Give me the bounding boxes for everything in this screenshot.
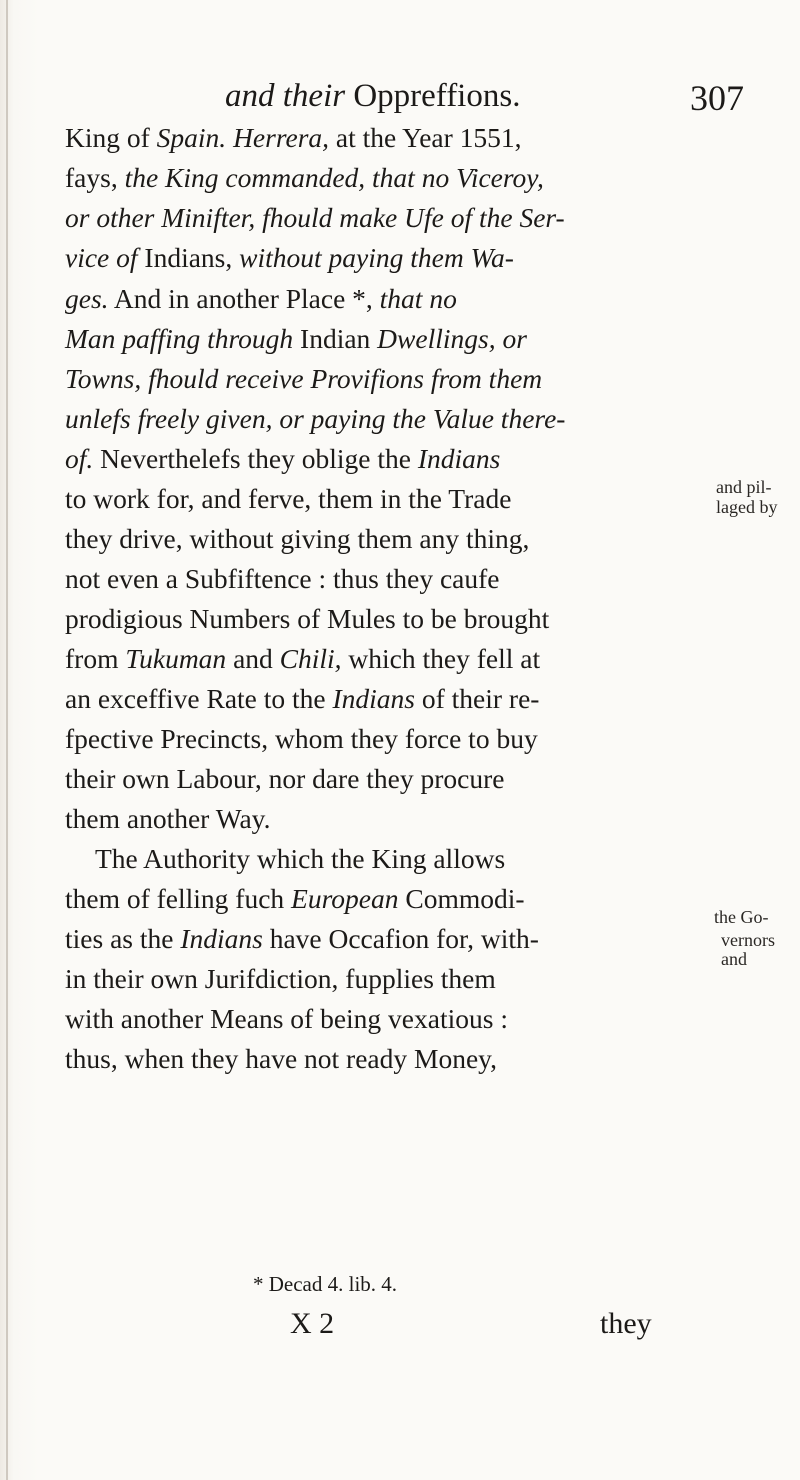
margin-note-2-line-2: vernors	[721, 930, 775, 950]
signature-mark: X 2	[290, 1307, 335, 1340]
roman-span: with another Means of being vexatious :	[65, 1003, 508, 1034]
text-line	[65, 359, 542, 399]
text-line	[65, 559, 500, 599]
roman-span: in their own Jurifdiction, fupplies them	[65, 963, 496, 994]
text-line	[65, 319, 527, 359]
italic-span: of.	[65, 443, 94, 474]
text-line	[65, 599, 549, 639]
roman-span: Indian	[293, 323, 378, 354]
page-number: 307	[690, 78, 744, 118]
roman-span: which they fell at	[341, 643, 541, 674]
italic-span: Man paffing through	[65, 323, 294, 354]
text-line	[65, 439, 500, 479]
margin-note-2-line-3: and	[721, 949, 747, 969]
roman-span: of their re-	[415, 683, 540, 714]
running-head	[225, 76, 520, 116]
margin-note-2-line-1: the Go-	[714, 907, 769, 927]
footnote: * Decad 4. lib. 4.	[253, 1272, 398, 1296]
roman-span: King of	[65, 122, 157, 153]
text-line	[65, 839, 505, 879]
roman-span: them of felling fuch	[65, 883, 292, 914]
roman-span: fpective Precincts, whom they force to buy	[65, 723, 538, 754]
page-header	[0, 58, 800, 118]
roman-span: not even a Subfiftence : thus they caufe	[65, 563, 500, 594]
italic-span: Chili,	[279, 643, 342, 674]
text-line	[65, 479, 511, 519]
italic-span: Indians	[332, 683, 415, 714]
running-head-roman: Oppreffions.	[353, 78, 521, 114]
margin-note-1-line-2: laged by	[716, 497, 778, 517]
text-line	[65, 198, 565, 238]
italic-span: without paying them Wa-	[239, 242, 514, 273]
italic-span: or other Minifter, fhould make Ufe of the Ser-	[65, 202, 565, 233]
roman-span: Commodi-	[398, 883, 525, 914]
roman-span: ties as the	[65, 923, 181, 954]
roman-span: The Authority which the King allows	[95, 843, 506, 874]
text-line	[65, 999, 508, 1039]
text-line	[65, 158, 544, 198]
text-line	[65, 519, 529, 559]
italic-span: the King commanded, that no Viceroy,	[124, 162, 544, 193]
roman-span: from	[65, 643, 126, 674]
text-line	[65, 799, 271, 839]
text-line	[65, 399, 565, 439]
text-line	[65, 959, 496, 999]
italic-span: Dwellings, or	[377, 323, 527, 354]
roman-span: fays,	[65, 162, 125, 193]
roman-span: they drive, without giving them any thing,	[65, 523, 530, 554]
italic-span: Spain.	[156, 122, 227, 153]
roman-span: at the Year 1551,	[329, 122, 522, 153]
text-line	[65, 919, 539, 959]
roman-span: thus, when they have not ready Money,	[65, 1043, 497, 1074]
italic-span: vice of	[65, 242, 138, 273]
text-line	[65, 879, 525, 919]
italic-span: European	[291, 883, 399, 914]
margin-note-1-line-1: and pil-	[716, 477, 772, 497]
italic-span: ges.	[65, 283, 109, 314]
italic-span: Tukuman	[125, 643, 227, 674]
roman-span: Neverthelefs they oblige the	[93, 443, 418, 474]
text-line	[65, 1039, 497, 1079]
roman-span: have Occafion for, with-	[262, 923, 539, 954]
catchword: they	[600, 1307, 652, 1340]
roman-span: And in another Place *,	[108, 283, 380, 314]
roman-span: to work for, and ferve, them in the Trade	[65, 483, 512, 514]
roman-span: them another Way.	[65, 803, 271, 834]
text-line	[65, 759, 505, 799]
italic-span: Indians	[180, 923, 263, 954]
text-line	[65, 238, 514, 278]
roman-span: an exceffive Rate to the	[65, 683, 333, 714]
roman-span: their own Labour, nor dare they procure	[65, 763, 505, 794]
italic-span: unlefs freely given, or paying the Value there-	[65, 403, 566, 434]
page-edge	[6, 0, 8, 1480]
text-line	[65, 679, 539, 719]
text-line	[65, 279, 457, 319]
italic-span: Herrera,	[233, 122, 330, 153]
text-line	[65, 639, 540, 679]
roman-span: and	[226, 643, 280, 674]
roman-span: Indians,	[137, 242, 240, 273]
roman-span: prodigious Numbers of Mules to be brought	[65, 603, 550, 634]
running-head-italic: and their	[225, 78, 346, 114]
text-line	[65, 118, 522, 158]
italic-span: Indians	[417, 443, 501, 474]
italic-span: Towns, fhould receive Provifions from them	[65, 363, 543, 394]
text-line	[65, 719, 538, 759]
italic-span: that no	[379, 283, 457, 314]
